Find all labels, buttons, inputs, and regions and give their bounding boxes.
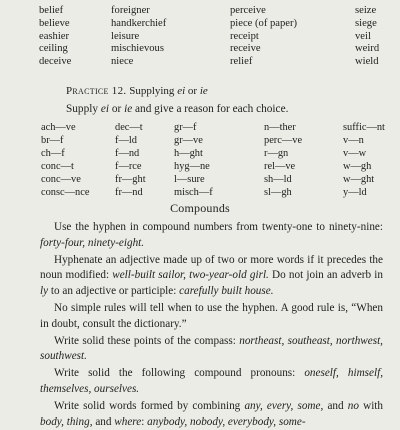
word: seize [355, 5, 377, 16]
exercise-word: conc—t [41, 161, 74, 172]
word: leisure [111, 30, 140, 42]
exercise-word: v—w [343, 148, 367, 159]
word: receipt [230, 30, 259, 42]
practice-heading [66, 85, 208, 97]
exercise-word: v—n [343, 135, 364, 146]
exercise-word: w—gh [343, 161, 372, 172]
word: relief [230, 56, 253, 68]
word: belief [39, 5, 64, 16]
word: eashier [39, 30, 69, 42]
word: piece (of paper) [230, 17, 298, 29]
word: deceive [39, 56, 72, 68]
word: handkerchief [111, 17, 167, 29]
exercise-word: br—f [41, 135, 64, 146]
word: mischievous [111, 43, 164, 55]
exercise-word: dec—t [115, 122, 143, 133]
word: siege [355, 17, 377, 29]
exercise-word: f—rce [115, 161, 142, 172]
exercise-word: h—ght [174, 148, 203, 159]
exercise-word: fr—ght [115, 174, 146, 185]
exercise-word: w—ght [343, 174, 375, 185]
exercise-word: n—ther [264, 122, 296, 133]
exercise-word: fr—nd [115, 187, 143, 198]
word: believe [39, 17, 70, 29]
paragraph-compound-pronouns: Write solid the following compound pronouns: oneself, himself, themselves, ourselves. [40, 367, 383, 395]
exercise-word: misch—f [174, 187, 213, 198]
word: weird [355, 43, 380, 55]
exercise-word: gr—f [174, 122, 197, 133]
compounds-body [40, 220, 383, 430]
paragraph-compass-points: Write solid these points of the compass: northeast, southeast, northwest, southwest. [40, 334, 383, 363]
word: receive [230, 43, 261, 55]
paragraph-compound-numbers: Use the hyphen in compound numbers from twenty-one to ninety-nine: forty-four, ninety-eight. [40, 221, 383, 249]
exercise-word: r—gn [264, 148, 289, 159]
section-title: Compounds [170, 201, 230, 215]
paragraph-solid-words: Write solid words formed by combining any, every, some, and no with body, thing, and where: anybody, nobody, everybody, some- [40, 400, 384, 428]
exercise-word: suffic—nt [343, 122, 385, 133]
exercise-word: ach—ve [41, 122, 76, 133]
word: foreigner [111, 5, 150, 16]
word: ceiling [39, 43, 68, 55]
exercise-word: sl—gh [264, 187, 292, 198]
practice-instruction: Supply ei or ie and give a reason for each choice. [66, 103, 289, 115]
exercise-word: f—nd [115, 148, 140, 159]
paragraph-hyphen-rule: No simple rules will tell when to use the hyphen. A good rule is, “When in doubt, consult the dictionary.” [40, 301, 383, 330]
exercise-word: hyg—ne [174, 161, 210, 172]
exercise-word: y—ld [343, 187, 367, 198]
exercise-word: l—sure [174, 174, 205, 185]
practice-title: Supplying ei or ie [129, 85, 208, 97]
exercise-word: conc—ve [41, 174, 81, 185]
exercise-word: perc—ve [264, 135, 303, 146]
exercise-word: gr—ve [174, 135, 203, 146]
word: niece [111, 56, 134, 68]
exercise-word: ch—f [41, 148, 65, 159]
word: wield [355, 56, 379, 68]
paragraph-hyphenate-adjectives: Hyphenate an adjective made up of two or more words if it precedes the noun modified: well-built sailor, two-year-old girl. Do not join an adverb in ly to an adjective or participle: carefully built house. [40, 253, 384, 297]
exercise-word: rel—ve [264, 161, 296, 172]
exercise-word: f—ld [115, 135, 137, 146]
exercise-word: sh—ld [264, 174, 292, 185]
word: perceive [230, 5, 266, 16]
exercise-word: consc—nce [41, 187, 90, 198]
practice-label: Practice 12. [66, 85, 127, 97]
word: veil [355, 30, 371, 42]
